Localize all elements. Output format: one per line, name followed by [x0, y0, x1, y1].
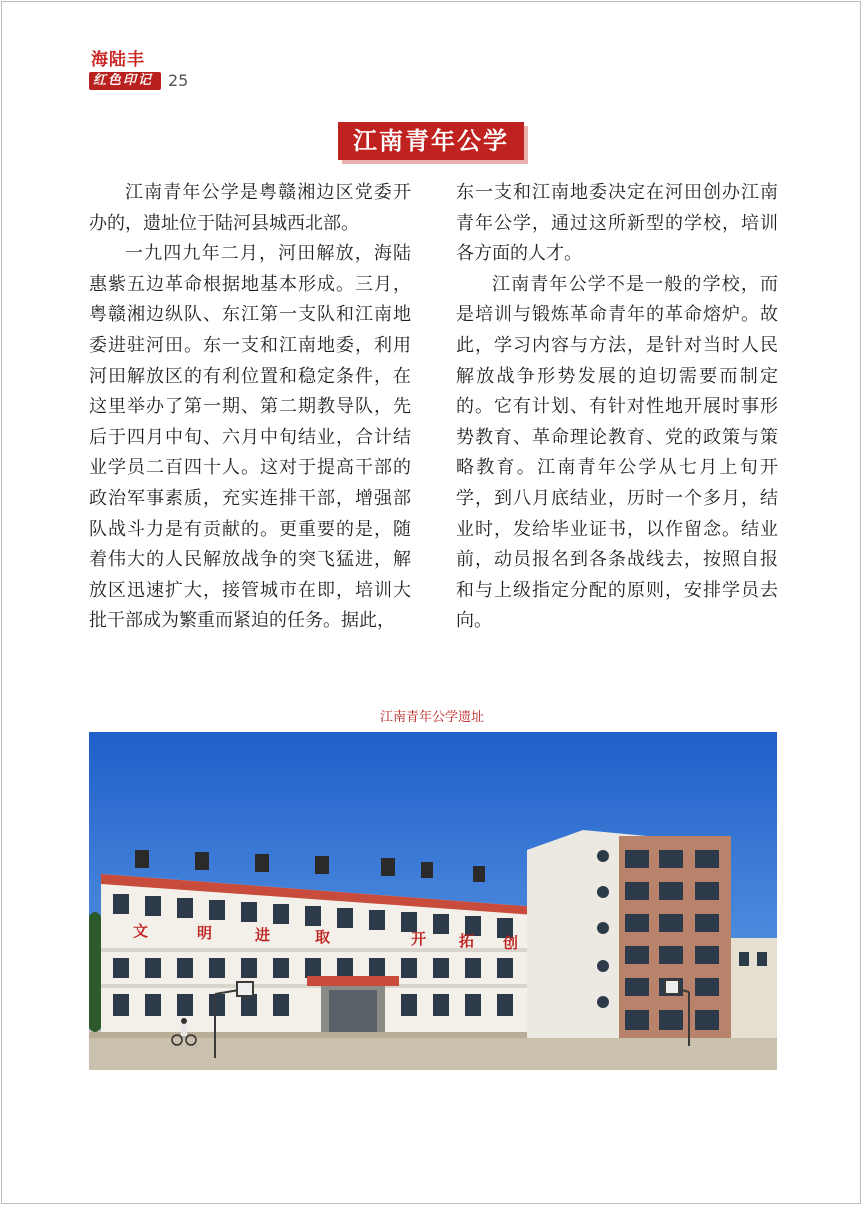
- slogan-char: 进: [255, 926, 271, 944]
- article-title: 江南青年公学: [338, 122, 524, 160]
- slogan-char: 开: [411, 930, 427, 948]
- brand-logo-sub: 红色印记: [93, 73, 154, 88]
- tower-building: [527, 830, 731, 1038]
- slogan-char: 拓: [459, 932, 475, 950]
- paragraph: 江南青年公学是粤赣湘边区党委开办的，遗址位于陆河县城西北部。: [89, 182, 411, 234]
- slogan-char: 明: [197, 924, 213, 942]
- photo-caption: 江南青年公学遗址: [379, 710, 484, 725]
- paragraph: 江南青年公学不是一般的学校，而是培训与锻炼革命青年的革命熔炉。故此，学习内容与方法，是针对当时人民解放战争形势发展的迫切需要而制定的。它有计划、有针对性地开展时事形势教育、革命理论教育、党的政策与策略教育。江南青年公学从七月上旬开学，到八月底结业，历时一个多月，结业时，发给毕业证书，以作留念。结业前，动员报名到各条战线去，按照自报和与上级指定分配的原则，安排学员去向。: [456, 273, 778, 632]
- paragraph: 一九四九年二月，河田解放，海陆惠紫五边革命根据地基本形成。三月，粤赣湘边纵队、东江第一支队和江南地委进驻河田。东一支和江南地委，利用河田解放区的有利位置和稳定条件，在这里举办了第一期、第二期教导队，先后于四月中旬、六月中旬结业，合计结业学员二百四十人。这对于提高干部的政治军事素质，充实连排干部，增强部队战斗力是有贡献的。更重要的是，随着伟大的人民解放战争的突飞猛进，解放区迅速扩大，接管城市在即，培训大批干部成为繁重而紧迫的任务。据此，: [89, 243, 411, 632]
- page-number: 25: [168, 71, 189, 90]
- slogan-char: 取: [315, 928, 331, 946]
- left-column: [89, 178, 411, 637]
- slogan-char: 文: [133, 922, 149, 940]
- slogan-char: 创: [503, 934, 519, 952]
- paragraph: 东一支和江南地委决定在河田创办江南青年公学，通过这所新型的学校，培训各方面的人才。: [456, 182, 778, 265]
- site-photo: [89, 732, 777, 1070]
- right-column: [456, 178, 778, 637]
- brand-logo-top: 海陆丰: [91, 50, 145, 70]
